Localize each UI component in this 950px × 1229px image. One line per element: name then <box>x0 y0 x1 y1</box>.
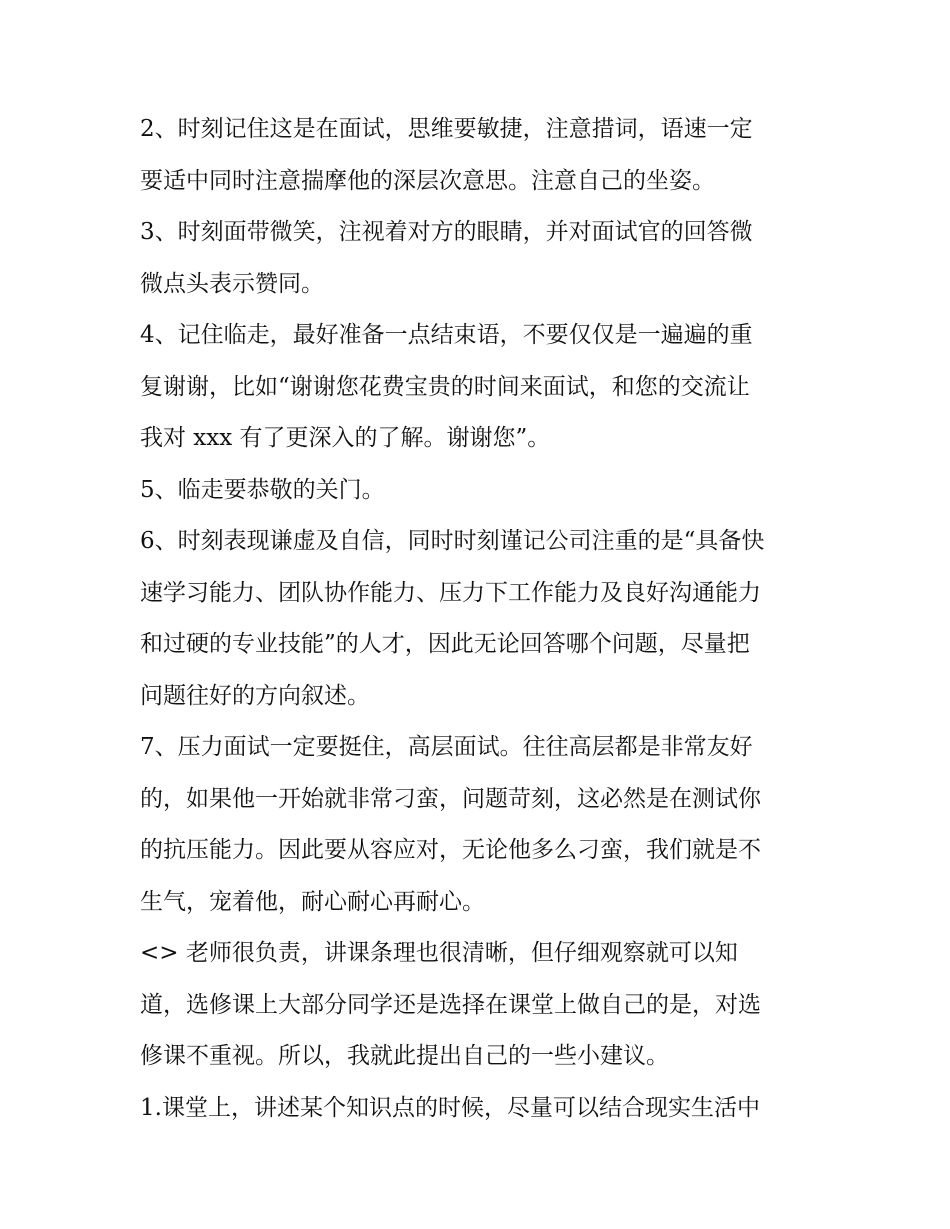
text-line: 1.课堂上，讲述某个知识点的时候，尽量可以结合现实生活中 <box>140 1094 760 1121</box>
text-line: 3、时刻面带微笑，注视着对方的眼睛，并对面试官的回答微 <box>140 219 753 245</box>
text-line: 的，如果他一开始就非常刁蛮，问题苛刻，这必然是在测试你 <box>140 785 761 812</box>
text-line: 4、记住临走，最好准备一点结束语，不要仅仅是一遍遍的重 <box>140 322 753 348</box>
text-line: 速学习能力、团队协作能力、压力下工作能力及良好沟通能力 <box>140 579 761 606</box>
text-line: 5、临走要恭敬的关门。 <box>140 476 385 503</box>
text-line: 修课不重视。所以，我就此提出自己的一些小建议。 <box>140 1043 669 1069</box>
text-line: 道，选修课上大部分同学还是选择在课堂上做自己的是，对选 <box>140 991 761 1018</box>
text-line: 生气，宠着他，耐心耐心再耐心。 <box>140 888 485 915</box>
text-line: 我对 xxx 有了更深入的了解。谢谢您”。 <box>140 425 551 451</box>
text-line: <> 老师很负责，讲课条理也很清晰，但仔细观察就可以知 <box>140 940 738 966</box>
text-line: 和过硬的专业技能”的人才，因此无论回答哪个问题，尽量把 <box>140 631 750 657</box>
text-line: 要适中同时注意揣摩他的深层次意思。注意自己的坐姿。 <box>140 167 715 194</box>
text-line: 的抗压能力。因此要从容应对，无论他多么刁蛮，我们就是不 <box>140 837 761 863</box>
text-line: 微点头表示赞同。 <box>140 270 324 297</box>
text-line: 问题往好的方向叙述。 <box>140 682 370 709</box>
text-line: 2、时刻记住这是在面试，思维要敏捷，注意措词，语速一定 <box>140 116 753 142</box>
text-line: 复谢谢，比如“谢谢您花费宝贵的时间来面试，和您的交流让 <box>140 373 750 400</box>
text-line: 7、压力面试一定要挺住，高层面试。往往高层都是非常友好 <box>140 734 753 760</box>
document-body <box>140 104 820 1134</box>
text-line: 6、时刻表现谦虚及自信，同时时刻谨记公司注重的是“具备快 <box>140 528 765 554</box>
